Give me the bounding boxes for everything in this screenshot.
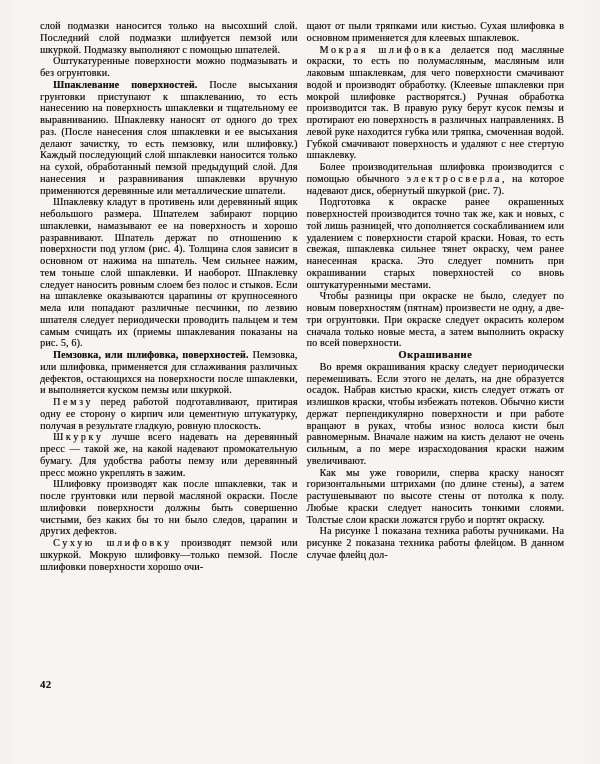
text-run: На рисунке 1 показана техника работы ручниками. На рисунке 2 показана техника работы флейцом. В данном случае флейц дол- [306,526,564,561]
paragraph [40,80,298,198]
paragraph [307,197,565,291]
right-column [307,21,565,573]
text-run: производят пемзой или шкуркой. Мокрую шлифовку—только пемзой. После шлифовки поверхности хорошо очи- [40,538,298,573]
page-number: 42 [40,680,52,691]
emphasis-spaced: Шкурку [53,432,104,444]
text-run: Во время окрашивания краску следует периодически перемешивать. Если этого не делать, на дне образуется осадок. Набрав кистью краски, кисть следует отжать от излишков краски, чтобы избежать потеков. Обычно кисти держат перпендикулярно поверхности и при работе вращают в руках, чтобы износ волоса кисти был равномерным. Вначале нажим на кисть делают не очень сильным, а по мере израсходования краски нажим увеличивают. [306,361,564,467]
paragraph-lead-bold: Пемзовка, или шлифовка, поверхностей. [53,350,249,361]
text-run: Оштукатуренные поверхности можно подмазывать и без огрунтовки. [40,56,298,79]
text-run: щают от пыли тряпками или кистью. Сухая шлифовка в основном применяется для клеевых шпаклевок. [306,21,564,44]
text-run: Шлифовку производят как после шпаклевки, так и после грунтовки или первой масляной окраски. После шлифовки поверхности должны быть совершенно чистыми, без каких бы то ни было следов, царапин и других дефектов. [40,479,298,538]
paragraph [307,45,565,163]
text-run: Шпаклевку кладут в противень или деревянный ящик небольшого размера. Шпателем забирают порцию шпаклевки, намазывают ее на поверхность и хорошо разравнивают. Шпатель держат по отношению к поверхности под углом (рис. 4). Толщина слоя зависит в основном от нажима на шпатель. Чем сильнее нажим, тем тоньше слой шпаклевки. И наоборот. Шпаклевку следует наносить ровным слоем без полос и стыков. Если на шпаклевке оказываются царапины от крупносеяного мела или попадают различные песчинки, по лезвию шпателя следует периодически проводить пальцем и тем самым счищать их (приемы шпаклевания показаны на рис. 5, 6). [40,197,298,350]
text-run: делается под масляные окраски, то есть по полумасляным, масляным или лаковым шпаклевкам, для чего поверхности смачивают водой и производят обработку. (Клеевые шпаклевки при мокрой шлифовке растворятся.) Ручная обработка производится так. В правую руку берут кусок пемзы и протирают ею поверхность в различных направлениях. В левой руке находится губка или тряпка, смоченная водой. Губкой смачивают поверхность и удаляют с нее стертую шпаклевку. [306,44,564,162]
paragraph [40,538,298,573]
text-run: , на которое надевают диск, обернутый шкуркой (рис. 7). [306,173,564,197]
paragraph [40,197,298,350]
emphasis-spaced: Сухую шлифовку [53,538,172,549]
paragraph [307,468,565,527]
paragraph [307,362,565,468]
text-run: лучше всего надевать на деревянный пресс — такой же, на какой надевают промокательную бумагу. Для удобства работы пемзу или деревянный пресс можно укреплять в зажим. [40,432,298,479]
paragraph [40,21,298,56]
text-run: перед работой подготавливают, притирая одну ее сторону о кирпич или цементную штукатурку, получая в результате гладкую, ровную плоскость. [40,397,298,432]
emphasis-spaced: электросверла [406,173,502,185]
emphasis-spaced: Мокрая шлифовка [319,44,443,56]
paragraph [307,526,565,561]
text-run: После высыхания грунтовки приступают к шпаклеванию, то есть нанесению на поверхность шпаклевки и тщательному ее выравниванию. Шпаклевку наносят от одного до трех раз. (После нанесения слоя шпаклевки и ее высыхания делают зачистку, то есть пемзовку, или шлифовку.) Каждый последующий слой шпаклевки наносится только на сухой, обработанный пемзой предыдущий слой. Для нанесения и разравнивания шпаклевки вручную применяются деревянные или металлические шпатели. [40,79,298,197]
text-run: Чтобы разницы при окраске не было, следует по новым поверхностям (пятнам) произвести не одну, а две-три огрунтовки. При окраске следует окрасить колером сначала только новые места, а затем выполнить окраску по всей поверхности. [306,291,564,350]
paragraph [40,432,298,479]
paragraph [307,162,565,197]
paragraph [40,397,298,432]
paragraph [307,291,565,350]
left-column [40,21,298,573]
paragraph [307,21,565,45]
text-run: Более производительная шлифовка производится с помощью обычного [306,162,564,185]
paragraph [40,56,298,80]
text-run: Подготовка к окраске ранее окрашенных поверхностей производится точно так же, как и новых, с той лишь разницей, что дополняется соскабливанием или удалением с поверхности старой краски. Новая, то есть свежая, шпаклевка сильнее тянет окраску, чем ранее нанесенная краска. Это следует помнить при окрашивании старых поверхностей со вновь оштукатуренными местами. [306,197,564,291]
section-heading: Окрашивание [398,350,473,361]
paragraph-lead-bold: Шпаклевание поверхностей. [53,79,198,91]
paragraph [40,479,298,538]
text-run: Пемзовка, или шлифовка, применяется для сглаживания различных дефектов, остающихся на поверхности после шпаклевки, и выполняется куском пемзы или шкуркой. [40,350,298,397]
paragraph [40,350,298,397]
emphasis-spaced: Пемзу [53,397,93,408]
text-run: Как мы уже говорили, сперва краску наносят горизонтальными штрихами (по длине стены), а затем растушевывают по высоте стены от потолка к полу. Любые краски следует наносить тонкими слоями. Толстые слои краски ложатся грубо и портят окраску. [306,467,564,526]
text-run: слой подмазки наносится только на высохший слой. Последний слой подмазки шлифуется пемзой или шкуркой. Подмазку выполняют с помощью шпателей. [40,21,298,56]
